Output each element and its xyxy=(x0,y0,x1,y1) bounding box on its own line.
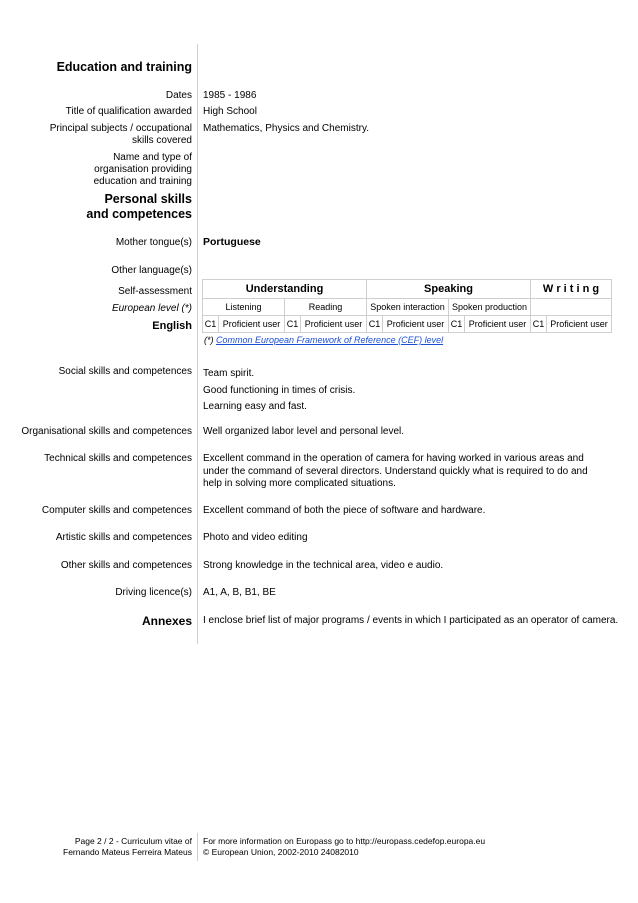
footer-europass-info xyxy=(203,836,485,858)
cef-prefix: (*) xyxy=(204,335,216,345)
speaking-header: Speaking xyxy=(367,280,531,299)
language-name: English xyxy=(152,320,192,332)
dates-label: Dates xyxy=(165,90,192,101)
dates-value: 1985 - 1986 xyxy=(203,90,257,101)
technical-skills-value: Excellent command in the operation of camera for having worked in various areas and under the command of several directors. Understand quickly what is required to do and help in solving more complicated situations. xyxy=(203,453,588,489)
subjects-value: Mathematics, Physics and Chemistry. xyxy=(203,123,369,134)
writing-header: W r i t i n g xyxy=(531,280,612,299)
level-desc: Proficient user xyxy=(465,316,531,333)
social-skills-value xyxy=(203,366,355,416)
computer-skills-value: Excellent command of both the piece of software and hardware. xyxy=(203,505,486,516)
social-skill-line: Learning easy and fast. xyxy=(203,401,307,412)
computer-skills-label: Computer skills and competences xyxy=(41,505,192,516)
other-skills-label: Other skills and competences xyxy=(60,560,192,571)
listening-header: Listening xyxy=(203,299,285,316)
other-languages-label: Other language(s) xyxy=(111,265,192,276)
mother-tongue-label: Mother tongue(s) xyxy=(115,237,192,248)
level-desc: Proficient user xyxy=(219,316,285,333)
social-skill-line: Good functioning in times of crisis. xyxy=(203,384,356,396)
driving-licence-label: Driving licence(s) xyxy=(115,587,192,598)
other-skills-value: Strong knowledge in the technical area, video e audio. xyxy=(203,560,444,571)
organisation-label: Name and type of organisation providing education and training xyxy=(93,152,192,187)
qualification-value: High School xyxy=(203,106,257,117)
footer-page-line: Page 2 / 2 - Curriculum vitae of xyxy=(74,836,192,846)
mother-tongue-value: Portuguese xyxy=(203,236,261,248)
european-level-label: European level (*) xyxy=(111,303,192,314)
annexes-value: I enclose brief list of major programs / events in which I participated as an operator of camera. xyxy=(203,615,619,626)
level-code: C1 xyxy=(367,316,383,333)
level-desc: Proficient user xyxy=(301,316,367,333)
social-skill-line: Team spirit. xyxy=(203,368,255,379)
level-desc: Proficient user xyxy=(383,316,449,333)
cef-link[interactable]: Common European Framework of Reference (CEF) level xyxy=(216,335,444,345)
level-desc: Proficient user xyxy=(547,316,612,333)
understanding-header: Understanding xyxy=(203,280,367,299)
footer-copyright-line: © European Union, 2002-2010 24082010 xyxy=(203,847,359,857)
cef-note xyxy=(204,335,443,345)
organisational-skills-value: Well organized labor level and personal level. xyxy=(203,426,405,437)
level-code: C1 xyxy=(531,316,547,333)
social-skills-label: Social skills and competences xyxy=(58,366,192,377)
spoken-interaction-header: Spoken interaction xyxy=(367,299,449,316)
footer-page-info xyxy=(63,836,192,858)
artistic-skills-label: Artistic skills and competences xyxy=(55,532,192,543)
footer-divider xyxy=(197,833,198,861)
qualification-label: Title of qualification awarded xyxy=(65,106,192,117)
driving-licence-value: A1, A, B, B1, BE xyxy=(203,587,276,598)
footer-info-line: For more information on Europass go to http://europass.cedefop.europa.eu xyxy=(203,836,486,846)
personal-skills-heading: Personal skills and competences xyxy=(86,192,192,221)
organisational-skills-label: Organisational skills and competences xyxy=(21,426,192,437)
language-table xyxy=(202,279,612,333)
reading-header: Reading xyxy=(285,299,367,316)
self-assessment-label: Self-assessment xyxy=(118,286,192,297)
level-code: C1 xyxy=(285,316,301,333)
education-heading: Education and training xyxy=(56,60,192,74)
annexes-label: Annexes xyxy=(141,614,192,628)
technical-skills-label: Technical skills and competences xyxy=(44,453,192,464)
artistic-skills-value: Photo and video editing xyxy=(203,532,308,543)
footer-name-line: Fernando Mateus Ferreira Mateus xyxy=(63,847,192,857)
english-level-row xyxy=(203,316,612,333)
column-divider xyxy=(197,44,198,644)
level-code: C1 xyxy=(203,316,219,333)
level-code: C1 xyxy=(449,316,465,333)
spoken-production-header: Spoken production xyxy=(449,299,531,316)
subjects-label: Principal subjects / occupational skills covered xyxy=(49,123,192,146)
